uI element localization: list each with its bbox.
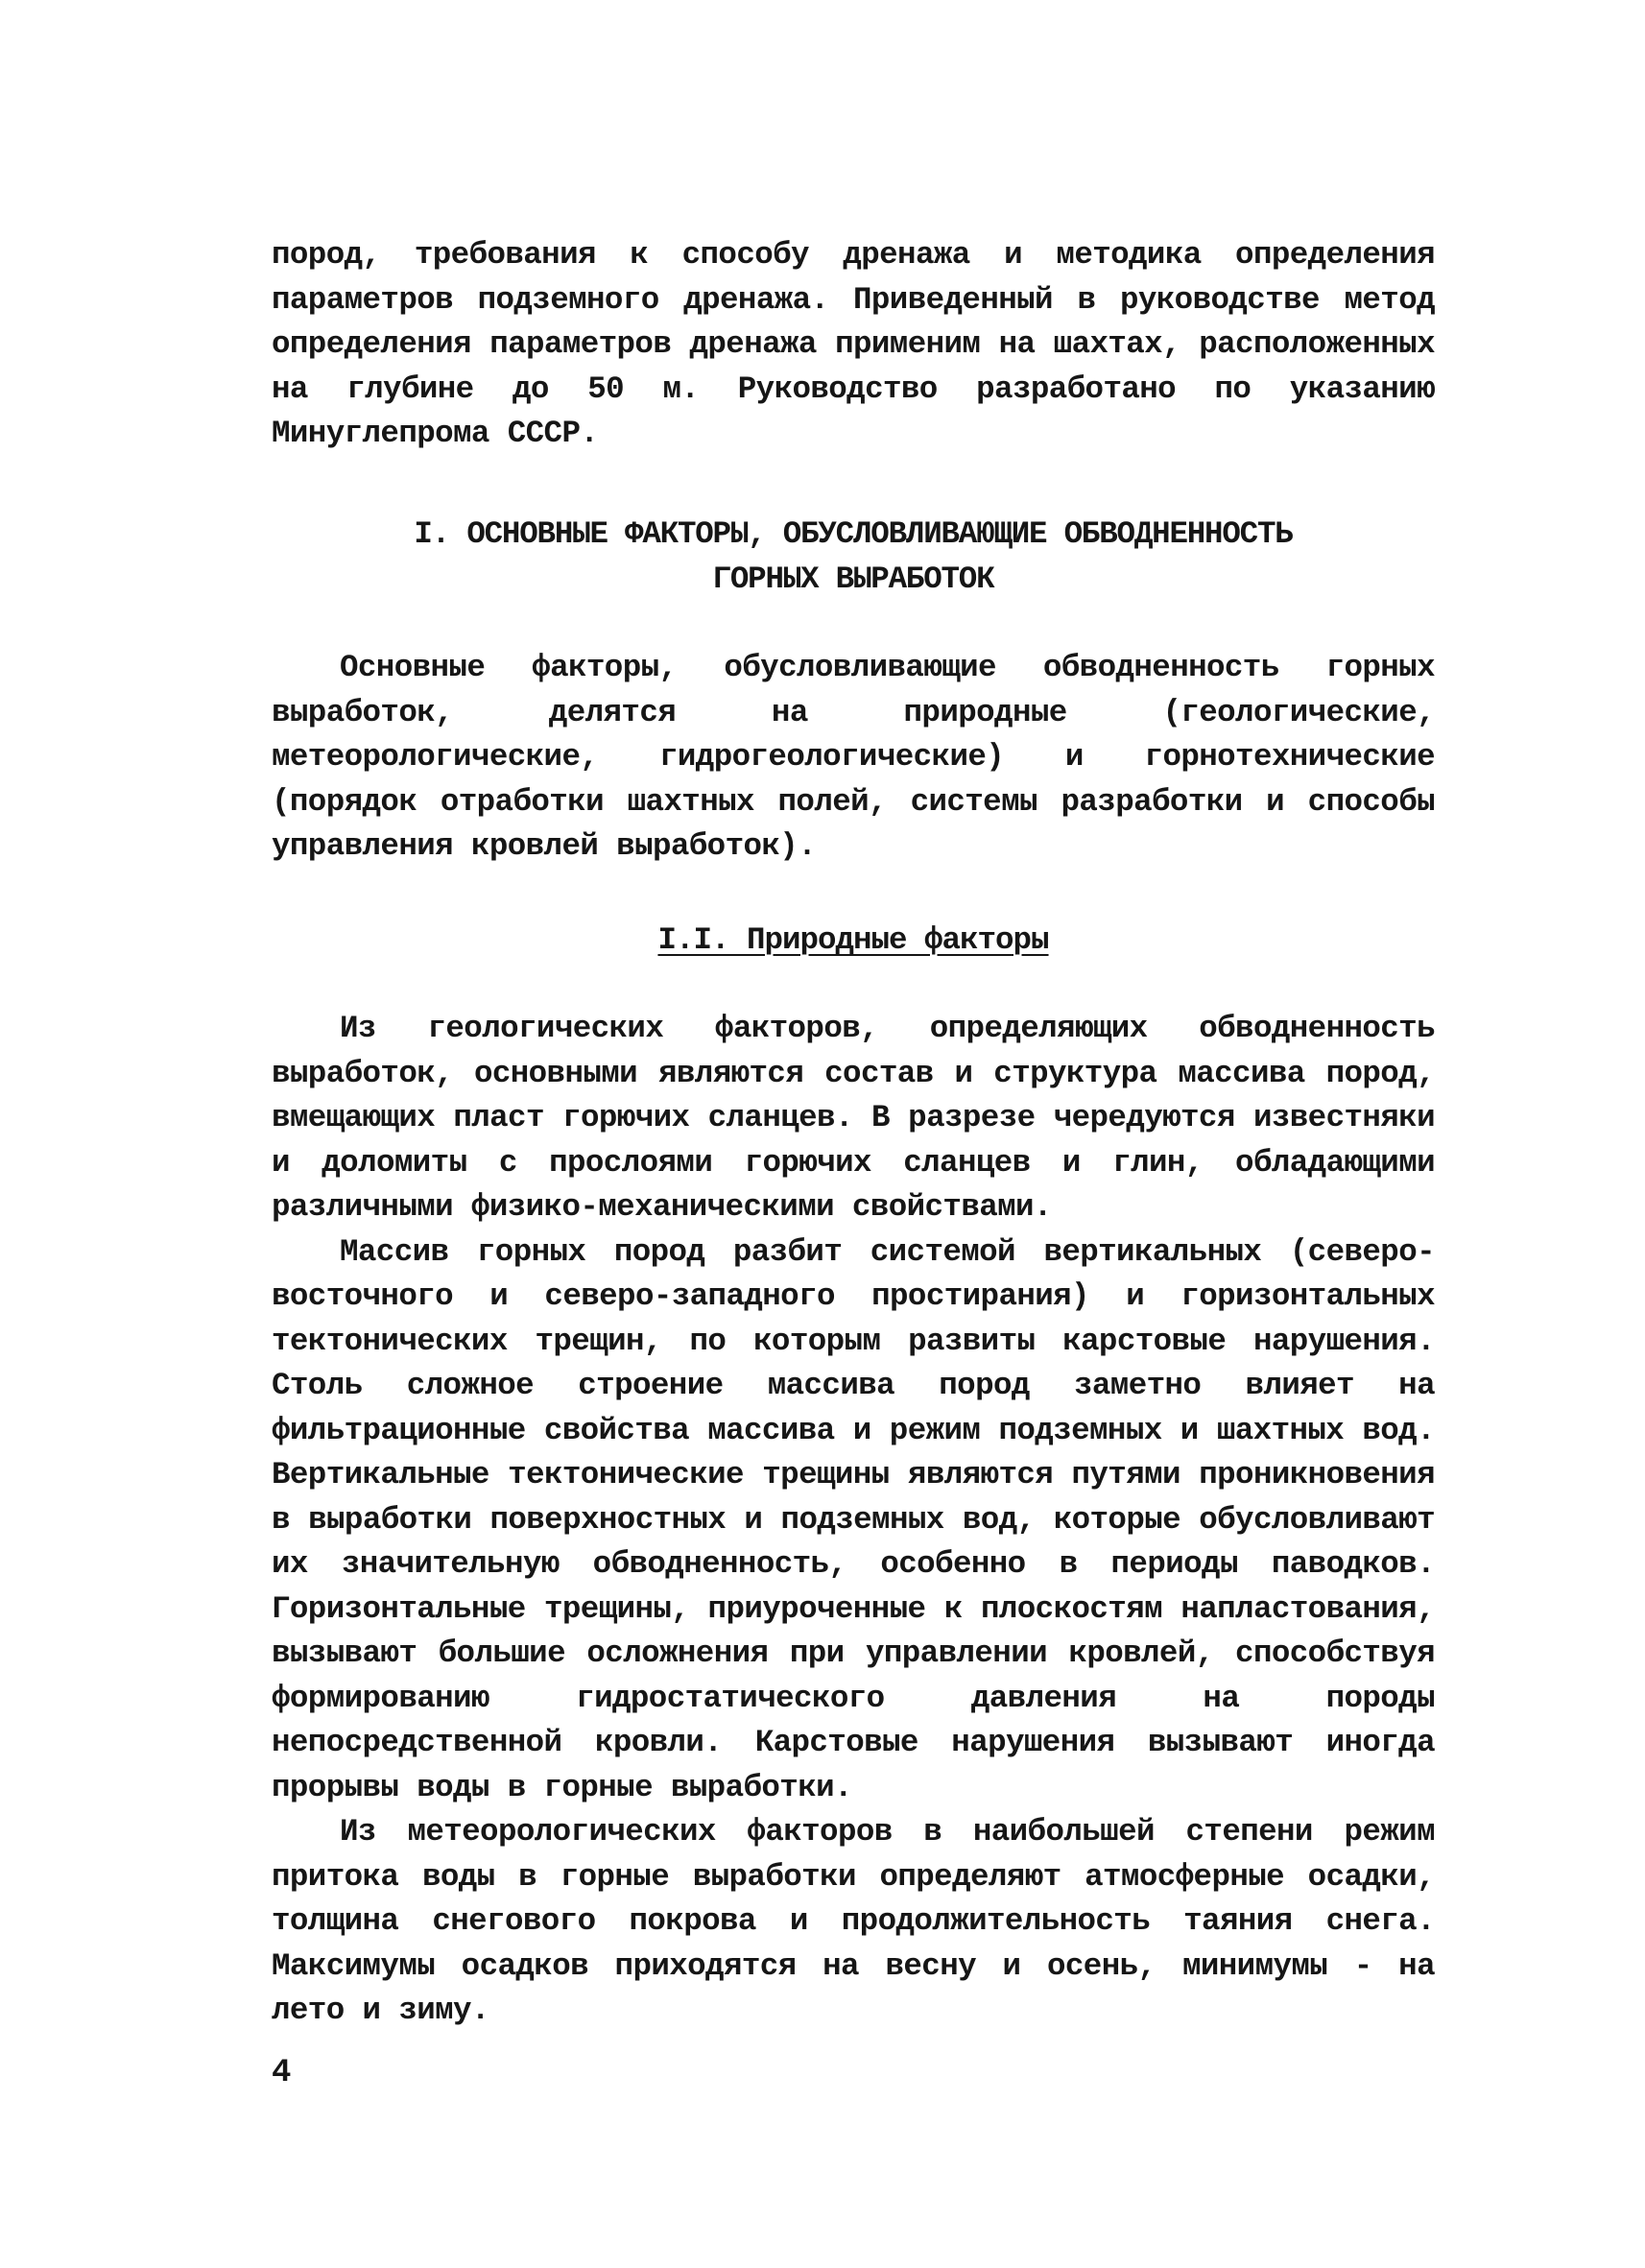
subsection-title	[272, 919, 1435, 963]
section-title	[272, 512, 1435, 602]
subsection-body	[272, 1007, 1435, 2034]
page-number: 4	[272, 2055, 292, 2091]
paragraph-meteorological: Из метеорологических факторов в наибольшей степени режим притока воды в горные выработки определяют атмосферные осадки, толщина снегового покрова и продолжительность таяния снега. Максимумы осадков приходятся на весну и осень, минимумы - на лето и зиму.	[272, 1814, 1435, 2028]
paragraph-geological: Из геологических факторов, определяющих обводненность выработок, основными являются состав и структура массива пород, вмещающих пласт горючих сланцев. В разрезе чередуются известняки и доломиты с прослоями горючих сланцев и глин, обладающими различными физико-механическими свойствами.	[272, 1011, 1435, 1225]
subsection-title-text: I.I. Природные факторы	[657, 922, 1049, 958]
intro-block	[272, 233, 1435, 457]
paragraph-rock-massif: Массив горных пород разбит системой вертикальных (северо-восточного и северо-западного простирания) и горизонтальных тектонических трещин, по которым развиты карстовые нарушения. Столь сложное строение массива пород заметно влияет на фильтрационные свойства массива и режим подземных и шахтных вод. Вертикальные тектонические трещины являются путями проникновения в выработки поверхностных и подземных вод, которые обусловливают их значительную обводненность, особенно в периоды паводков. Горизонтальные трещины, приуроченные к плоскостям напластования, вызывают большие осложнения при управлении кровлей, способствуя формированию гидростатического давления на породы непосредственной кровли. Карстовые нарушения вызывают иногда прорывы воды в горные выработки.	[272, 1233, 1435, 1805]
section-intro-paragraph: Основные факторы, обусловливающие обводненность горных выработок, делятся на природные (геологические, метеорологические, гидрогеологические) и горнотехнические (порядок отработки шахтных полей, системы разработки и способы управления кровлей выработок).	[272, 650, 1435, 864]
intro-paragraph: пород, требования к способу дренажа и методика определения параметров подземного дренажа. Приведенный в руководстве метод определения параметров дренажа применим на шахтах, расположенных на глубине до 50 м. Руководство разработано по указанию Минуглепрома СССР.	[272, 237, 1435, 451]
section-intro-block	[272, 646, 1435, 870]
section-title-line-2: ГОРНЫХ ВЫРАБОТОК	[712, 561, 994, 597]
section-title-line-1: I. ОСНОВНЫЕ ФАКТОРЫ, ОБУСЛОВЛИВАЮЩИЕ ОБВОДНЕННОСТЬ	[414, 516, 1293, 552]
